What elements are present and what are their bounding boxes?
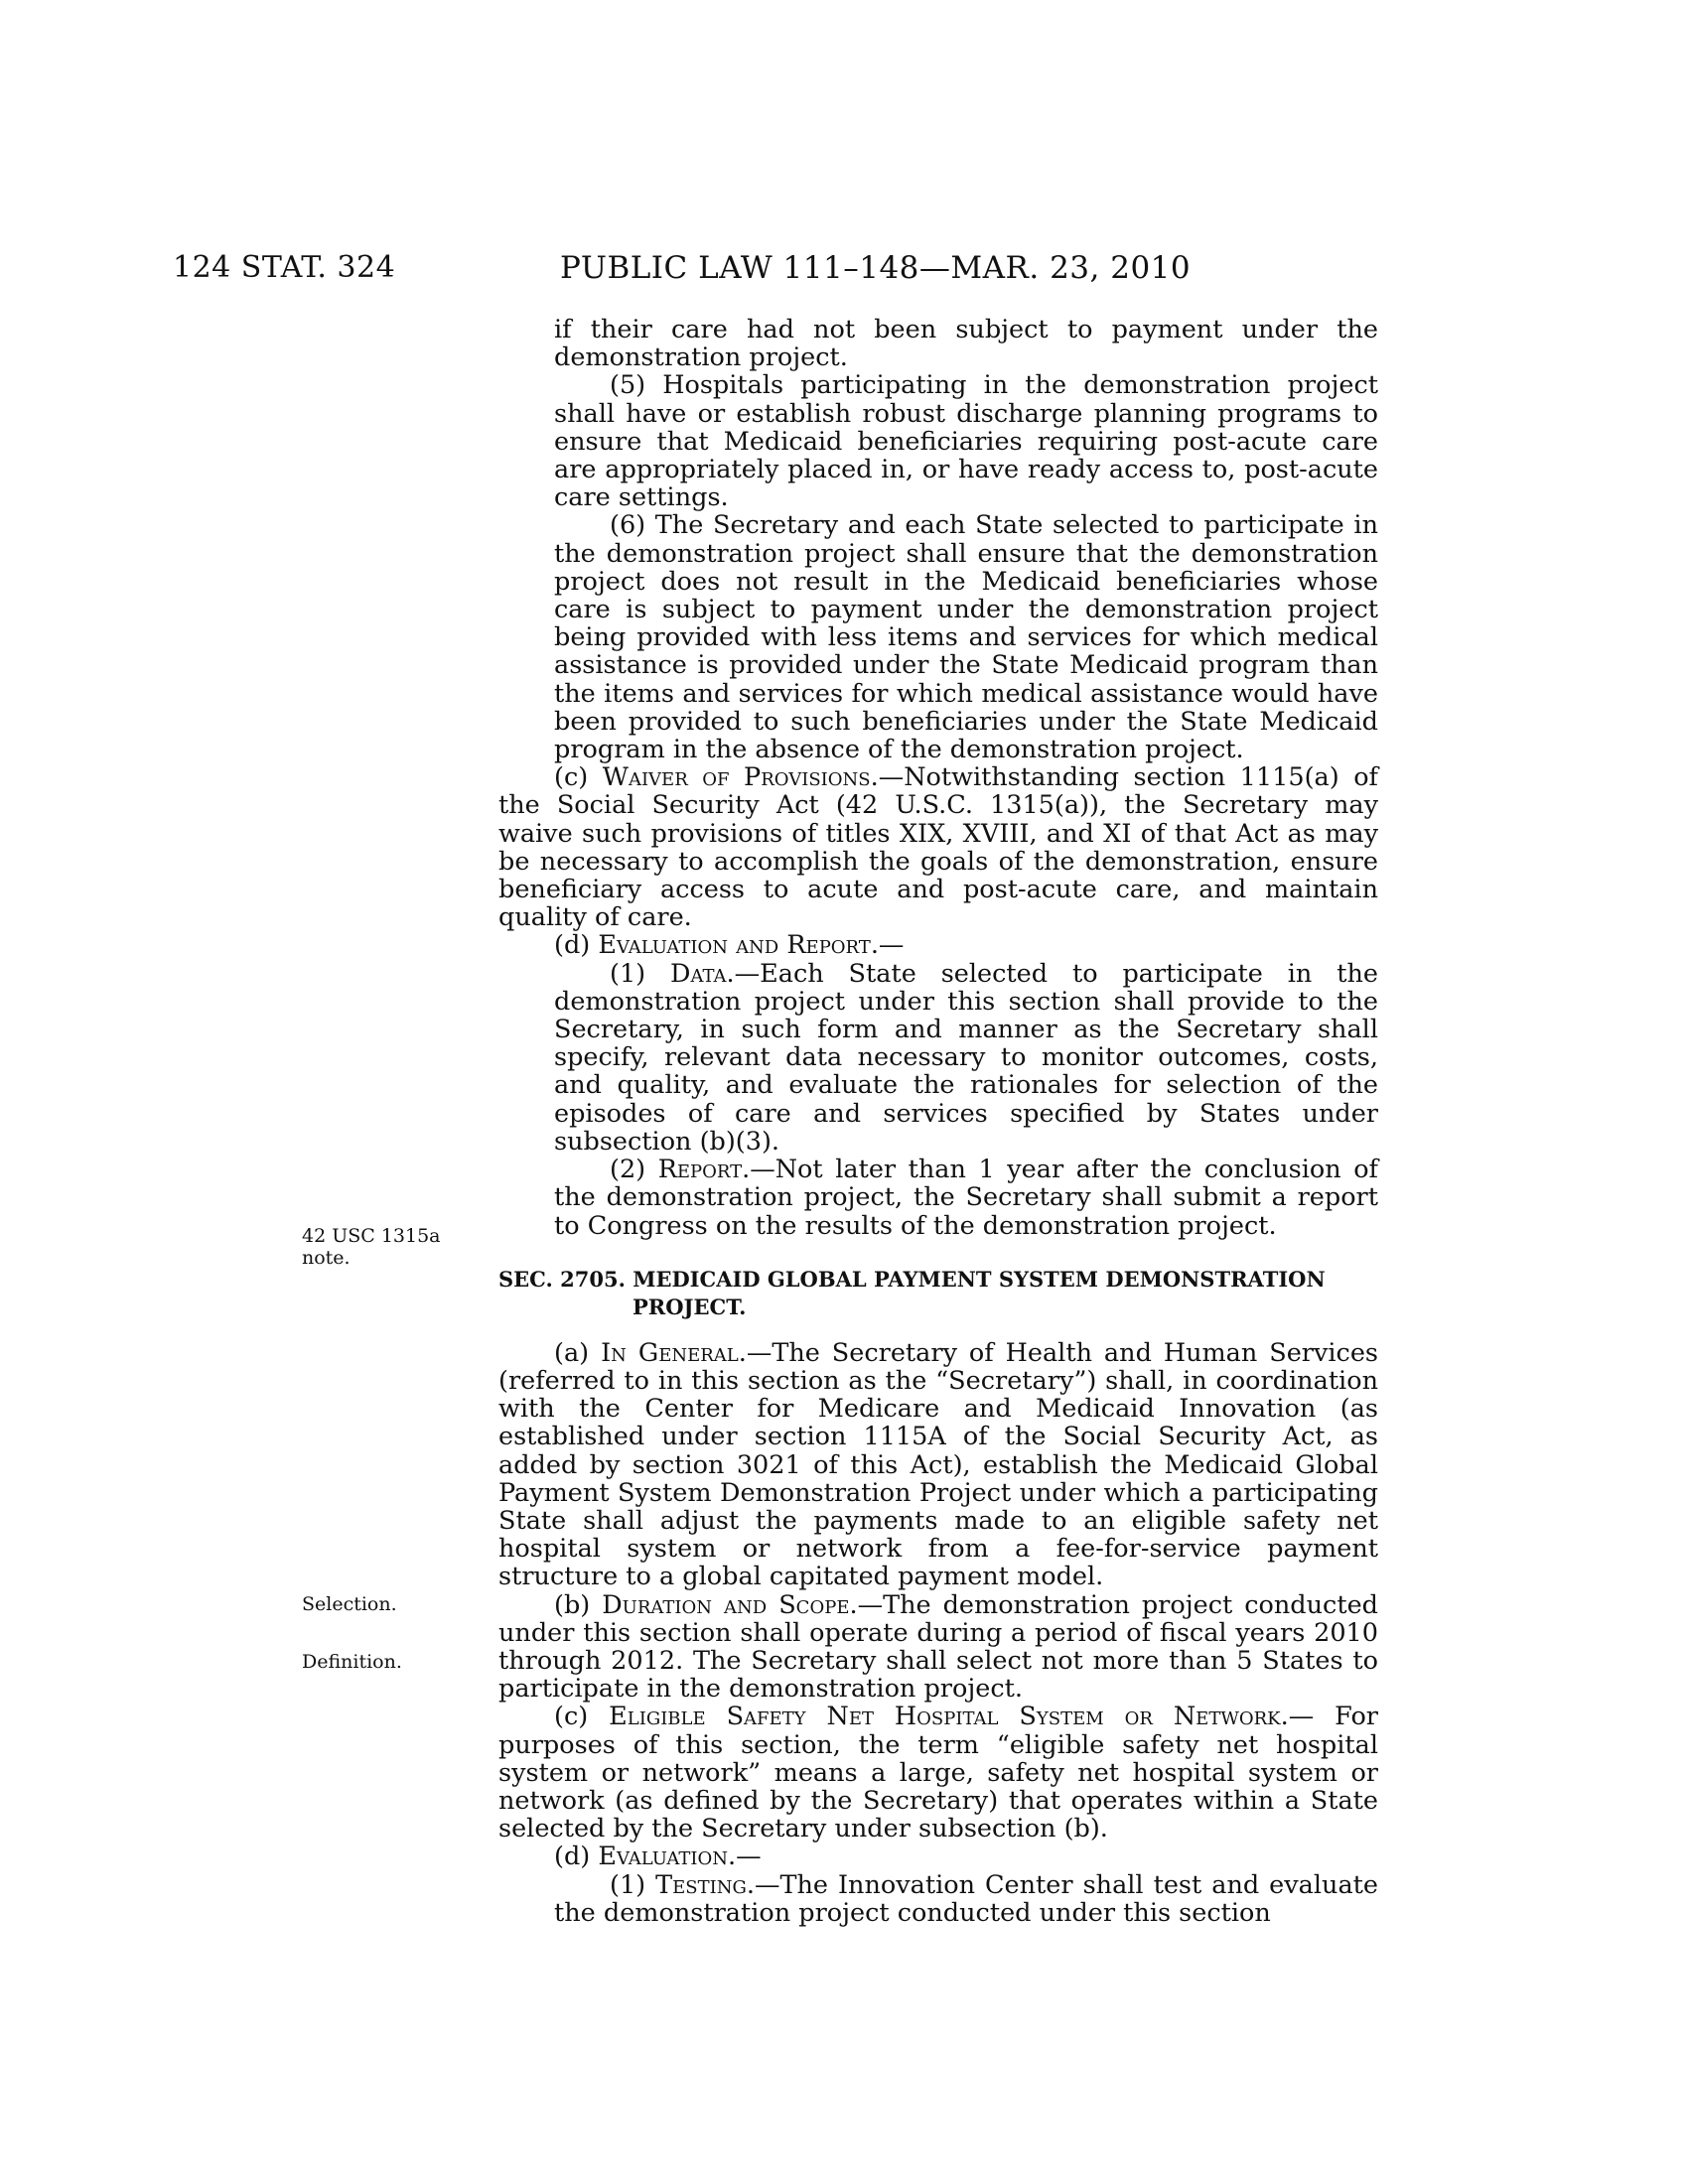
paragraph-a-in-general	[498, 1339, 1378, 1591]
paragraph-text: .—Not later than 1 year after the conclusion of the demonstration project, the Secretary shall submit a report to Congress on the results of the demonstration project.	[554, 1155, 1378, 1241]
subsection-heading: Evaluation	[598, 1842, 728, 1872]
subsection-heading: Evaluation and Report	[598, 930, 871, 961]
paragraph-c-eligible-network	[498, 1703, 1378, 1843]
section-heading-line2: PROJECT.	[633, 1294, 747, 1319]
margin-note-selection: Selection.	[302, 1593, 397, 1615]
paragraph-d2-report	[554, 1156, 1378, 1240]
paragraph-heading: Data	[670, 958, 727, 989]
subsection-text: .—The demonstration project conducted under this section shall operate during a period of fiscal years 2010 through 2012. The Secretary shall select not more than 5 States to participate in the demonstration project.	[498, 1589, 1378, 1705]
margin-note-usc-note: note.	[302, 1247, 351, 1269]
paragraph-b5: (5) Hospitals participating in the demonstration project shall have or establish robust discharge planning programs to ensure that Medicaid beneficiaries requiring post-acute care are appropriately placed in, or have ready access to, post-acute care settings.	[554, 370, 1378, 513]
margin-note-usc-cite: 42 USC 1315a	[302, 1225, 441, 1247]
running-header-title: PUBLIC LAW 111–148—MAR. 23, 2010	[560, 250, 1192, 286]
paragraph-label: (2)	[610, 1155, 646, 1185]
margin-note-definition: Definition.	[302, 1651, 402, 1673]
paragraph-d-evaluation	[498, 1843, 1378, 1870]
paragraph-d-evaluation-report	[498, 931, 1378, 959]
subsection-label: (d)	[554, 930, 591, 961]
subsection-label: (a)	[554, 1337, 590, 1368]
paragraph-text: .—The Innovation Center shall test and evaluate the demonstration project conducted under this section	[554, 1869, 1379, 1928]
section-heading-line1: SEC. 2705. MEDICAID GLOBAL PAYMENT SYSTEM DEMONSTRATION	[498, 1266, 1326, 1292]
subsection-heading: In General	[601, 1337, 739, 1368]
subsection-label: (b)	[554, 1589, 591, 1620]
subsection-text: .—Notwithstanding section 1115(a) of the Social Security Act (42 U.S.C. 1315(a)), the Secretary may waive such provisions of titles XIX, XVIII, and XI of that Act as may be necessary to accomplish the goals of the demonstration, ensure beneficiary access to acute and post-acute care, and maintain quality of care.	[498, 762, 1378, 933]
subsection-text: .—The Secretary of Health and Human Services (referred to in this section as the “Secretary”) shall, in coordination with the Center for Medicare and Medicaid Innovation (as established under section 1115A of the Social Security Act, as added by section 3021 of this Act), establish the Medicaid Global Payment System Demonstration Project under which a participating State shall adjust the payments made to an eligible safety net hospital system or network from a fee-for-service payment structure to a global capitated payment model.	[498, 1337, 1379, 1592]
subsection-label: (c)	[554, 1702, 589, 1732]
section-heading	[498, 1266, 1378, 1321]
subsection-label: (d)	[554, 1842, 591, 1872]
statute-page-number: 124 STAT. 324	[173, 250, 396, 285]
paragraph-label: (1)	[610, 958, 646, 989]
paragraph-c-waiver	[498, 763, 1378, 931]
margin-note-usc	[302, 1225, 441, 1269]
paragraph-b6: (6) The Secretary and each State selected to participate in the demonstration project shall ensure that the demonstration project does not result in the Medicaid beneficiaries whose care is subject to payment under the demonstration project being provided with less items and services for which medical assistance is provided under the State Medicaid program than the items and services for which medical assistance would have been provided to such beneficiaries under the State Medicaid program in the absence of the demonstration project.	[554, 510, 1378, 765]
paragraph-d1-data	[554, 960, 1378, 1156]
page-body	[498, 316, 1378, 1927]
subsection-heading: Waiver of Provisions	[602, 762, 871, 793]
paragraph-continuation: if their care had not been subject to payment under the demonstration project.	[554, 315, 1378, 373]
paragraph-heading: Testing	[655, 1869, 747, 1900]
subsection-label: (c)	[554, 762, 589, 793]
subsection-heading: Eligible Safety Net Hospital System or Network	[609, 1702, 1281, 1732]
paragraph-text: .—Each State selected to participate in the demonstration project under this section shall provide to the Secretary, in such form and manner as the Secretary shall specify, relevant data necessary to monitor outcomes, costs, and quality, and evaluate the rationales for selection of the episodes of care and services specified by States under subsection (b)(3).	[554, 958, 1379, 1157]
paragraph-d1-testing	[554, 1871, 1378, 1927]
paragraph-label: (1)	[610, 1869, 646, 1900]
subsection-dash: .—	[870, 930, 905, 961]
paragraph-b-duration-scope	[498, 1591, 1378, 1704]
subsection-dash: .—	[727, 1842, 762, 1872]
paragraph-heading: Report	[657, 1155, 743, 1185]
subsection-text: .— For purposes of this section, the term “eligible safety net hospital system or network” means a large, safety net hospital system or network (as defined by the Secretary) that operates within a State selected by the Secretary under subsection (b).	[498, 1702, 1378, 1844]
subsection-heading: Duration and Scope	[602, 1589, 850, 1620]
